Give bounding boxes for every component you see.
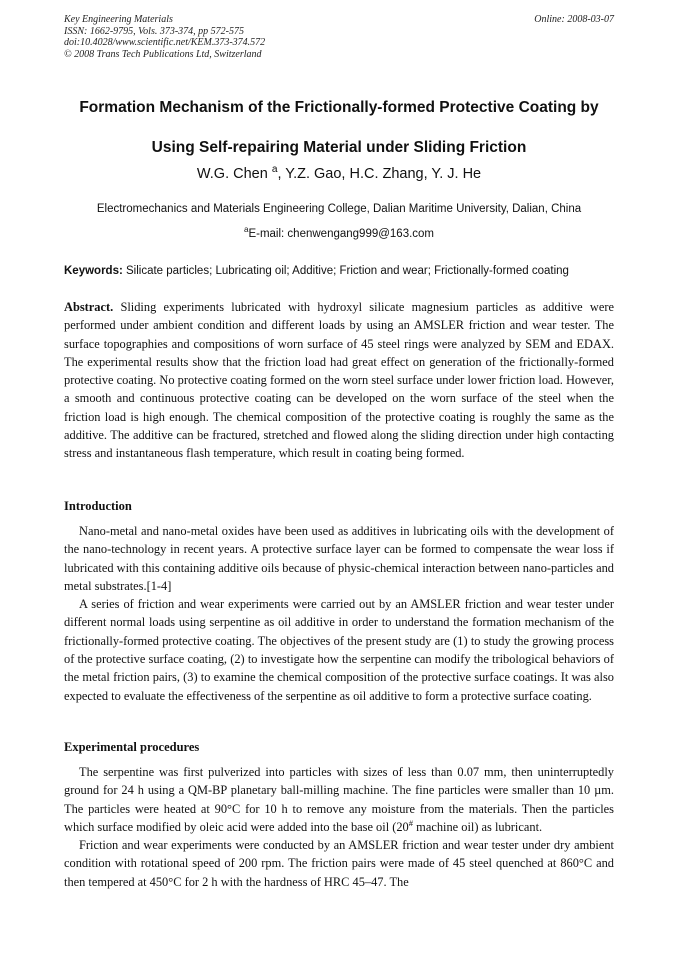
doi-line: doi:10.4028/www.scientific.net/KEM.373-374.572 bbox=[64, 37, 266, 48]
abstract bbox=[64, 298, 614, 463]
copyright-line: © 2008 Trans Tech Publications Ltd, Switzerland bbox=[64, 48, 262, 60]
exp-p1-text-b: machine oil) as lubricant. bbox=[413, 819, 543, 834]
author-superscript: a bbox=[271, 164, 278, 176]
exp-p1-superscript: # bbox=[408, 817, 414, 828]
other-authors: , Y.Z. Gao, H.C. Zhang, Y. J. He bbox=[277, 166, 482, 182]
paper-title bbox=[40, 88, 638, 168]
email-text: E-mail: chenwengang999@163.com bbox=[248, 228, 435, 240]
abstract-text: Sliding experiments lubricated with hydroxyl silicate magnesium particles as additive were performed under ambient condition and different loads by using an AMSLER friction and wear tester. The surface topographies and compositions of worn surface of 45 steel rings were analyzed by SEM and EDAX. The experimental results show that the friction load had great effect on generation of the frictionally-formed protective coating. No protective coating formed on the worn steel surface under lower friction load. However, a smooth and continuous protective coating can be developed on the worn surface of the steel when the friction load is high enough. The chemical composition of the protective coating is roughly the same as the additive. The additive can be fractured, stretched and flowed along the sliding direction under high contacting stress and instantaneous flash temperature, which result in coating being formed. bbox=[64, 300, 614, 461]
experimental-paragraph-2: Friction and wear experiments were conducted by an AMSLER friction and wear tester under dry ambient condition with rotational speed of 200 rpm. The friction pairs were made of 45 steel quenched at 860°C and then tempered at 450°C for 2 h with the hardness of HRC 45–47. The bbox=[64, 838, 614, 889]
introduction-paragraph-2: A series of friction and wear experiments were carried out by an AMSLER friction and wear tester under different normal loads using serpentine as oil additive in order to understand the formation mechanism of the frictionally-formed protective coating. The objectives of the present study are (1) to study the growing process of the protective surface coating, (2) to investigate how the serpentine can modify the tribological behaviors of the metal friction pairs, (3) to examine the chemical composition of the protective surface coatings. It was also expected to evaluate the effectiveness of the serpentine as oil additive to form a protective surface coating. bbox=[64, 597, 614, 703]
title-line-1: Formation Mechanism of the Frictionally-formed Protective Coating by bbox=[79, 99, 599, 116]
keywords-text: Silicate particles; Lubricating oil; Additive; Friction and wear; Frictionally-formed coating bbox=[122, 265, 569, 277]
author-list bbox=[40, 166, 638, 182]
first-author: W.G. Chen bbox=[196, 166, 268, 182]
section-heading-experimental: Experimental procedures bbox=[64, 740, 200, 754]
online-date: Online: 2008-03-07 bbox=[534, 14, 614, 25]
issn-line: ISSN: 1662-9795, Vols. 373-374, pp 572-575 bbox=[64, 25, 244, 37]
introduction-body bbox=[64, 522, 614, 705]
journal-name: Key Engineering Materials bbox=[64, 14, 173, 25]
email-line bbox=[30, 225, 648, 240]
journal-info bbox=[64, 14, 265, 60]
abstract-label: Abstract. bbox=[64, 300, 114, 314]
email-superscript: a bbox=[243, 225, 249, 235]
experimental-body bbox=[64, 763, 614, 891]
introduction-paragraph-1: Nano-metal and nano-metal oxides have been used as additives in lubricating oils with the development of the nano-technology in recent years. A protective surface layer can be formed to compensate the wear loss if lubricated with this containing additive oils because of physic-chemical interaction between nano-particles and metal substrates.[1-4] bbox=[64, 524, 614, 593]
title-line-2: Using Self-repairing Material under Sliding Friction bbox=[151, 139, 527, 156]
keywords bbox=[64, 265, 618, 277]
running-header bbox=[64, 14, 614, 60]
experimental-paragraph-1 bbox=[64, 763, 614, 836]
exp-p1-text-a: The serpentine was first pulverized into particles with sizes of less than 0.07 mm, then uninterruptedly ground for 24 h using a QM-BP planetary ball-milling machine. The fine particles were smaller than 10 µm. The particles were heated at 90°C for 10 h to remove any moisture from the materials. Then the particles which surface modified by oleic acid were added into the base oil (20 bbox=[64, 765, 614, 834]
keywords-label: Keywords: bbox=[64, 265, 123, 277]
affiliation: Electromechanics and Materials Engineering College, Dalian Maritime University, Dalian, China bbox=[96, 203, 582, 215]
section-heading-introduction: Introduction bbox=[64, 499, 132, 513]
